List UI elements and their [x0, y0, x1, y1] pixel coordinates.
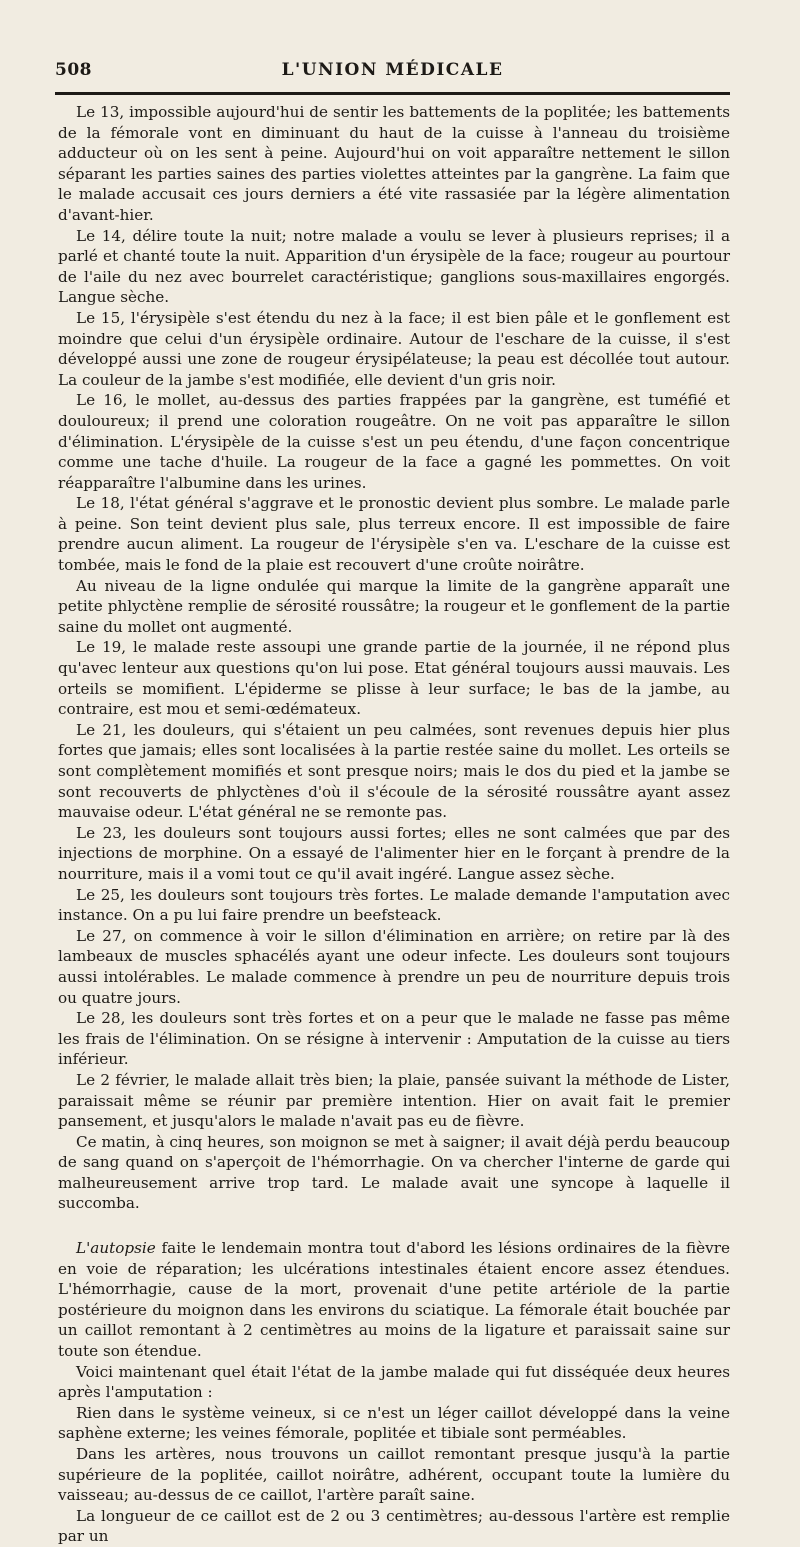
paragraph: Voici maintenant quel était l'état de la jambe malade qui fut disséquée deux heures après l'amputation :	[58, 1362, 730, 1402]
paragraph: Le 15, l'érysipèle s'est étendu du nez à la face; il est bien pâle et le gonflement est moindre que celui d'un érysipèle ordinaire. Autour de l'eschare de la cuisse, il s'est développé aussi une zone de rougeur érysipélateuse; la peau est décollée tout autour. La couleur de la jambe s'est modifiée, elle devient d'un gris noir.	[58, 308, 730, 389]
paragraph: Le 13, impossible aujourd'hui de sentir les battements de la poplitée; les battements de la fémorale vont en diminuant du haut de la cuisse à l'anneau du troisième adducteur où on les sent à peine. Aujourd'hui on voit apparaître nettement le sillon séparant les parties saines des parties violettes atteintes par la gangrène. La faim que le malade accusait ces jours derniers a été vite rassasiée par la légère alimentation d'avant-hier.	[58, 103, 730, 224]
paragraph: Le 21, les douleurs, qui s'étaient un peu calmées, sont revenues depuis hier plus fortes que jamais; elles sont localisées à la partie restée saine du mollet. Les orteils se sont complètement momifiés et sont presque noirs; mais le dos du pied et la jambe se sont recouverts de phlyctènes d'où il s'écoule de la sérosité roussâtre ayant assez mauvaise odeur. L'état général ne se remonte pas.	[58, 720, 730, 822]
paragraph: Ce matin, à cinq heures, son moignon se met à saigner; il avait déjà perdu beaucoup de sang quand on s'aperçoit de l'hémorrhagie. On va chercher l'interne de garde qui malheureusement arrive trop tard. Le malade avait une syncope à laquelle il succomba.	[58, 1132, 730, 1213]
paragraph: La longueur de ce caillot est de 2 ou 3 centimètres; au-dessous l'artère est remplie par un	[58, 1506, 730, 1546]
paragraph: Le 27, on commence à voir le sillon d'élimination en arrière; on retire par là des lambeaux de muscles sphacélés ayant une odeur infecte. Les douleurs sont toujours aussi intolérables. Le malade commence à prendre un peu de nourriture depuis trois ou quatre jours.	[58, 926, 730, 1007]
autopsy-lead: L'autopsie	[76, 1239, 156, 1258]
article-body	[58, 102, 730, 1547]
running-title: L'UNION MÉDICALE	[281, 60, 504, 80]
paragraph: Le 28, les douleurs sont très fortes et on a peur que le malade ne fasse pas même les frais de l'élimination. On se résigne à intervenir : Amputation de la cuisse au tiers inférieur.	[58, 1009, 730, 1069]
paragraph: Dans les artères, nous trouvons un caillot remontant presque jusqu'à la partie supérieure de la poplitée, caillot noirâtre, adhérent, occupant toute la lumière du vaisseau; au-dessus de ce caillot, l'artère paraît saine.	[58, 1445, 730, 1505]
page-header	[55, 60, 730, 90]
paragraph: Le 2 février, le malade allait très bien; la plaie, pansée suivant la méthode de Lister, paraissait même se réunir par première intention. Hier on avait fait le premier pansement, et jusqu'alors le malade n'avait pas eu de fièvre.	[58, 1070, 730, 1131]
header-rule	[55, 92, 730, 95]
page-number: 508	[55, 60, 92, 80]
paragraph: Le 25, les douleurs sont toujours très fortes. Le malade demande l'amputation avec instance. On a pu lui faire prendre un beefsteack.	[58, 885, 730, 925]
paragraph: Le 19, le malade reste assoupi une grande partie de la journée, il ne répond plus qu'avec lenteur aux questions qu'on lui pose. Etat général toujours aussi mauvais. Les orteils se momifient. L'épiderme se plisse à leur surface; le bas de la jambe, au contraire, est mou et semi-œdémateux.	[58, 638, 730, 719]
paragraph: Rien dans le système veineux, si ce n'est un léger caillot développé dans la veine saphène externe; les veines fémorale, poplitée et tibiale sont perméables.	[58, 1403, 730, 1443]
autopsy-text: faite le lendemain montra tout d'abord les lésions ordinaires de la fièvre en voie de réparation; les ulcérations intestinales étaient encore assez étendues. L'hémorrhagie, cause de la mort, provenait d'une petite artériole de la partie postérieure du moignon dans les environs du sciatique. La fémorale était bouchée par un caillot remontant à 2 centimètres au moins de la ligature et paraissait saine sur toute son étendue.	[58, 1239, 730, 1361]
paragraph: Le 14, délire toute la nuit; notre malade a voulu se lever à plusieurs reprises; il a parlé et chanté toute la nuit. Apparition d'un érysipèle de la face; rougeur au pourtour de l'aile du nez avec bourrelet caractéristique; ganglions sous-maxillaires engorgés. Langue sèche.	[58, 226, 730, 307]
autopsy-paragraph	[58, 1238, 730, 1362]
paragraph: Le 23, les douleurs sont toujours aussi fortes; elles ne sont calmées que par des injections de morphine. On a essayé de l'alimenter hier en le forçant à prendre de la nourriture, mais il a vomi tout ce qu'il avait ingéré. Langue assez sèche.	[58, 823, 730, 883]
paragraph: Le 16, le mollet, au-dessus des parties frappées par la gangrène, est tuméfié et douloureux; il prend une coloration rougeâtre. On ne voit pas apparaître le sillon d'élimination. L'érysipèle de la cuisse s'est un peu étendu, d'une façon concentrique comme une tache d'huile. La rougeur de la face a gagné les pommettes. On voit réapparaître l'albumine dans les urines.	[58, 391, 730, 492]
paragraph: Au niveau de la ligne ondulée qui marque la limite de la gangrène apparaît une petite phlyctène remplie de sérosité roussâtre; la rougeur et le gonflement de la partie saine du mollet ont augmenté.	[58, 576, 730, 636]
paragraph: Le 18, l'état général s'aggrave et le pronostic devient plus sombre. Le malade parle à peine. Son teint devient plus sale, plus terreux encore. Il est impossible de faire prendre aucun aliment. La rougeur de l'érysipèle s'en va. L'eschare de la cuisse est tombée, mais le fond de la plaie est recouvert d'une croûte noirâtre.	[58, 494, 730, 575]
